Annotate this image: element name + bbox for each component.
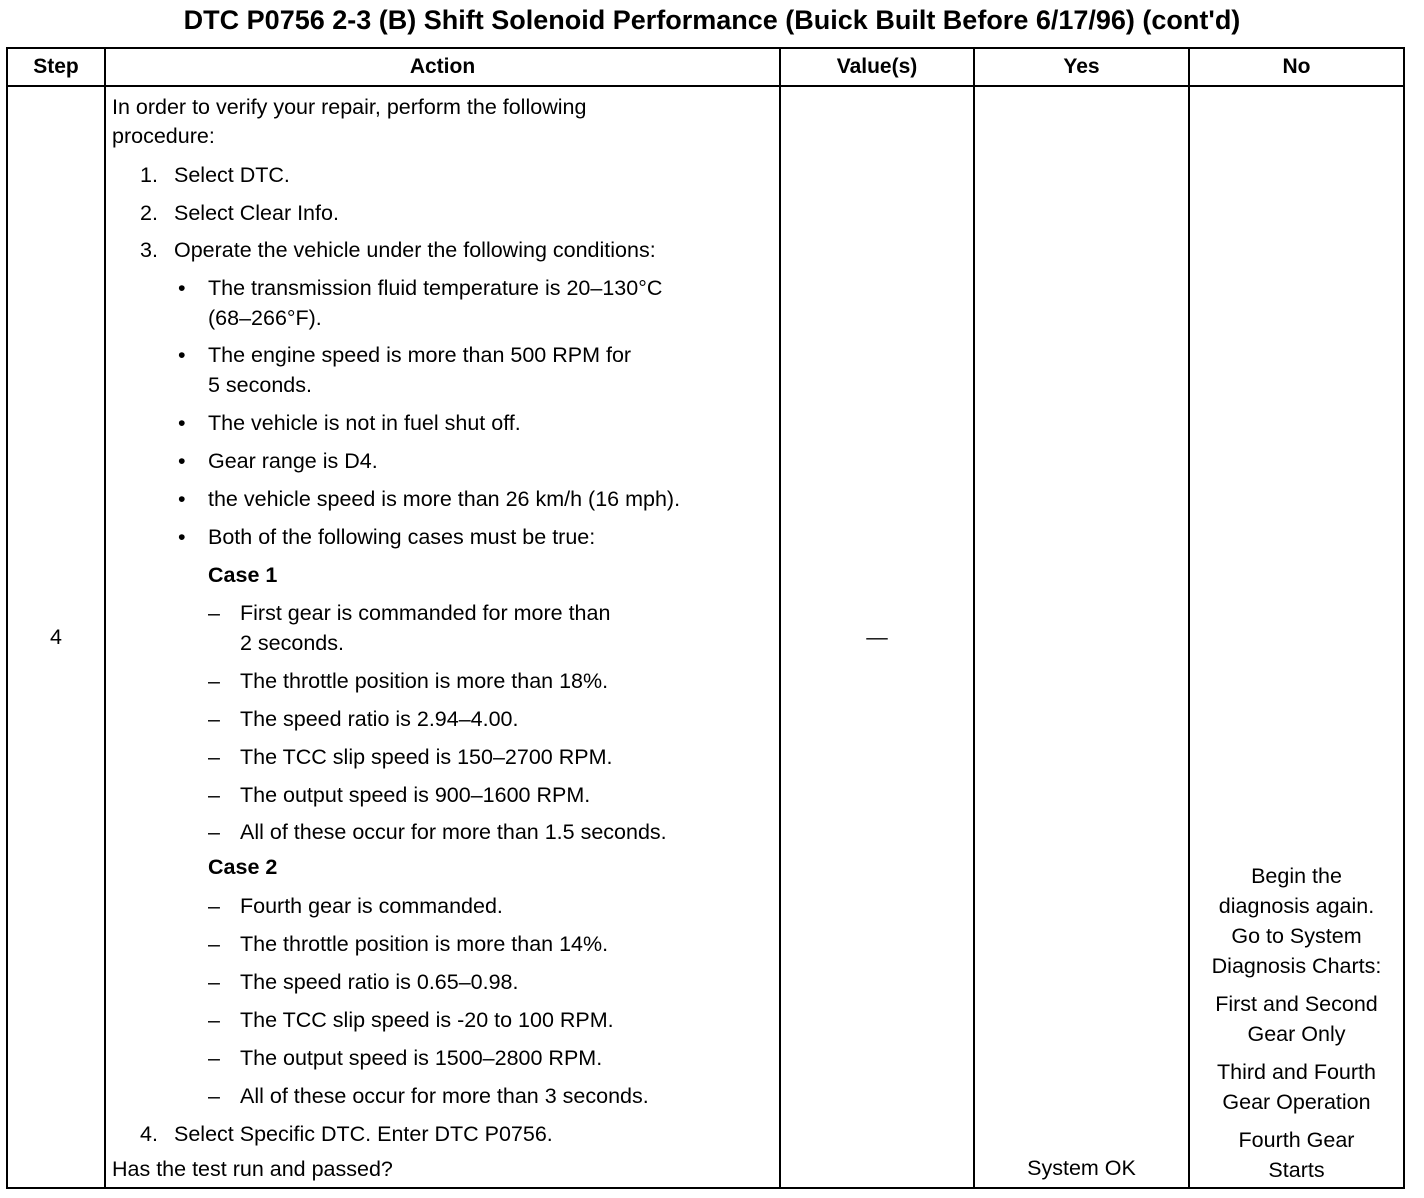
case-1-heading: Case 1 <box>208 563 278 587</box>
dash-icon: – <box>208 932 220 956</box>
case-1-item-5-text: The output speed is 900–1600 RPM. <box>240 783 591 807</box>
case-2-item-4-text: The TCC slip speed is -20 to 100 RPM. <box>240 1008 614 1032</box>
yes-result: System OK <box>1027 1156 1136 1180</box>
value-cell: — <box>780 86 974 1188</box>
case-2-item-5-text: The output speed is 1500–2800 RPM. <box>240 1046 603 1070</box>
yes-cell <box>974 86 1189 1188</box>
case-2-item-3-text: The speed ratio is 0.65–0.98. <box>240 970 519 994</box>
case-2-heading: Case 2 <box>208 855 278 879</box>
step-item-1-text: Select DTC. <box>174 163 290 187</box>
step-item-4-text: Select Specific DTC. Enter DTC P0756. <box>174 1122 553 1146</box>
dash-icon: – <box>208 1046 220 1070</box>
case-1-item-2-text: The throttle position is more than 18%. <box>240 669 609 693</box>
case-1-item-2 <box>208 666 608 696</box>
step-item-2 <box>140 198 339 228</box>
condition-bullet-4 <box>178 446 378 476</box>
no-line-6: Gear Only <box>1247 1022 1346 1046</box>
case-2-item-2-text: The throttle position is more than 14%. <box>240 932 609 956</box>
no-line-9: Fourth Gear <box>1238 1128 1355 1152</box>
condition-bullet-6 <box>178 522 595 552</box>
condition-5-text: the vehicle speed is more than 26 km/h (16 mph). <box>208 487 681 511</box>
case-2-item-4 <box>208 1005 614 1035</box>
step-item-4 <box>140 1119 553 1149</box>
case-2-item-6 <box>208 1081 649 1111</box>
bullet-icon: • <box>178 449 186 473</box>
step-item-2-text: Select Clear Info. <box>174 201 339 225</box>
condition-bullet-2 <box>178 340 631 370</box>
no-line-5: First and Second <box>1215 992 1378 1016</box>
header-step: Step <box>7 48 105 86</box>
condition-6-text: Both of the following cases must be true: <box>208 525 596 549</box>
condition-2-line-2: 5 seconds. <box>208 373 312 397</box>
step-cell: 4 <box>7 86 105 1188</box>
case-2-item-2 <box>208 929 608 959</box>
condition-4-text: Gear range is D4. <box>208 449 378 473</box>
header-no: No <box>1189 48 1404 86</box>
action-cell <box>105 86 780 1188</box>
case-2-item-1-text: Fourth gear is commanded. <box>240 894 503 918</box>
no-line-2: diagnosis again. <box>1218 894 1375 918</box>
condition-3-text: The vehicle is not in fuel shut off. <box>208 411 521 435</box>
case-1-item-6-text: All of these occur for more than 1.5 seconds. <box>240 820 667 844</box>
dash-icon: – <box>208 669 220 693</box>
action-intro-line-2: procedure: <box>112 124 215 148</box>
bullet-icon: • <box>178 411 186 435</box>
case-1-item-1 <box>208 598 610 628</box>
no-line-4: Diagnosis Charts: <box>1211 954 1382 978</box>
case-2-item-3 <box>208 967 519 997</box>
step-item-3-text: Operate the vehicle under the following conditions: <box>174 238 656 262</box>
case-1-item-4-text: The TCC slip speed is 150–2700 RPM. <box>240 745 613 769</box>
bullet-icon: • <box>178 525 186 549</box>
step-item-1-number: 1. <box>140 163 158 187</box>
condition-bullet-1 <box>178 273 662 303</box>
dash-icon: – <box>208 783 220 807</box>
dash-icon: – <box>208 894 220 918</box>
condition-bullet-5 <box>178 484 680 514</box>
condition-1-line-1: The transmission fluid temperature is 20–130°C <box>208 276 663 300</box>
case-1-item-3-text: The speed ratio is 2.94–4.00. <box>240 707 519 731</box>
case-1-item-3 <box>208 704 519 734</box>
dash-icon: – <box>208 970 220 994</box>
step-item-4-number: 4. <box>140 1122 158 1146</box>
page-title: DTC P0756 2-3 (B) Shift Solenoid Performance (Buick Built Before 6/17/96) (cont'd) <box>183 5 1241 35</box>
bullet-icon: • <box>178 276 186 300</box>
no-line-1: Begin the <box>1251 864 1342 888</box>
case-1-item-1-line-1: First gear is commanded for more than <box>240 601 611 625</box>
dash-icon: – <box>208 820 220 844</box>
step-item-3-number: 3. <box>140 238 158 262</box>
condition-2-line-1: The engine speed is more than 500 RPM for <box>208 343 632 367</box>
case-1-item-5 <box>208 780 590 810</box>
step-item-2-number: 2. <box>140 201 158 225</box>
dash-icon: – <box>208 601 220 625</box>
header-yes: Yes <box>974 48 1189 86</box>
step-item-1 <box>140 160 290 190</box>
bullet-icon: • <box>178 343 186 367</box>
condition-bullet-3 <box>178 408 521 438</box>
no-cell <box>1189 86 1404 1188</box>
header-action: Action <box>105 48 780 86</box>
step-item-3 <box>140 235 656 265</box>
case-2-item-5 <box>208 1043 602 1073</box>
bullet-icon: • <box>178 487 186 511</box>
action-question: Has the test run and passed? <box>112 1157 393 1181</box>
dash-icon: – <box>208 745 220 769</box>
dtc-table <box>6 47 1405 1189</box>
action-intro-line-1: In order to verify your repair, perform the following <box>112 95 587 119</box>
no-line-3: Go to System <box>1231 924 1362 948</box>
dash-icon: – <box>208 1008 220 1032</box>
case-1-item-6 <box>208 817 667 847</box>
no-line-10: Starts <box>1268 1158 1325 1182</box>
case-2-item-1 <box>208 891 503 921</box>
table-row <box>7 86 1404 1188</box>
no-line-7: Third and Fourth <box>1217 1060 1376 1084</box>
condition-1-line-2: (68–266°F). <box>208 306 322 330</box>
header-values: Value(s) <box>780 48 974 86</box>
no-line-8: Gear Operation <box>1222 1090 1371 1114</box>
dash-icon: – <box>208 707 220 731</box>
case-1-item-4 <box>208 742 612 772</box>
case-1-item-1-line-2: 2 seconds. <box>240 631 344 655</box>
table-header-row <box>7 48 1404 86</box>
case-2-item-6-text: All of these occur for more than 3 seconds. <box>240 1084 649 1108</box>
dash-icon: – <box>208 1084 220 1108</box>
